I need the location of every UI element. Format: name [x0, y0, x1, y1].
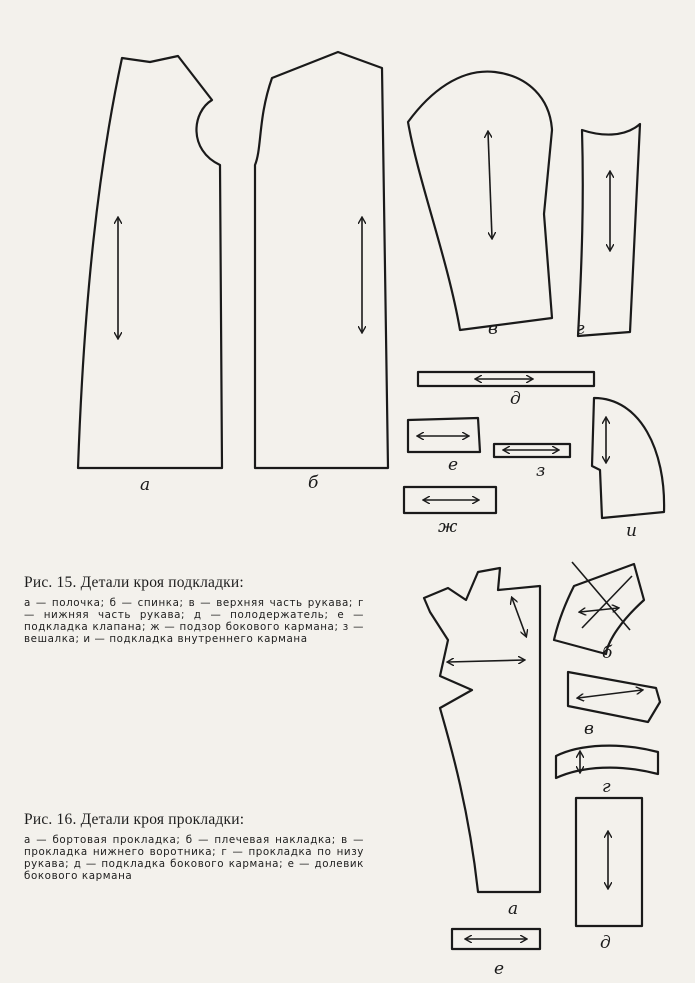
fig16-label-b: б [602, 643, 613, 663]
fig16-shoulder-pad [554, 562, 644, 654]
figure16-caption-title: Рис. 16. Детали кроя прокладки: [24, 811, 245, 828]
fig16-label-v: в [584, 719, 594, 739]
fig16-front-interlining [424, 568, 540, 892]
fig15-label-i: и [626, 521, 637, 541]
fig15-upper-sleeve [408, 72, 552, 330]
fig15-front-piece [78, 56, 222, 468]
fig16-pocket-lining [576, 798, 642, 926]
fig15-label-v: в [488, 319, 498, 339]
figure16-caption [24, 811, 364, 882]
fig15-loop-strip [494, 444, 570, 457]
fig15-pocket-facing [404, 487, 496, 513]
fig15-label-g: г [576, 319, 585, 339]
fig15-label-zh: ж [438, 517, 458, 537]
fig16-label-d: д [600, 933, 611, 953]
fig15-flap-lining [408, 418, 480, 452]
fig15-label-a: а [140, 475, 151, 495]
fig15-lower-sleeve [578, 124, 640, 336]
fig16-label-e: е [494, 959, 505, 979]
fig16-label-g: г [602, 777, 611, 797]
figure15-caption-title: Рис. 15. Детали кроя подкладки: [24, 574, 244, 591]
fig16-label-a: а [508, 899, 519, 919]
fig16-undercollar-interlining [568, 672, 660, 722]
fig16-sleeve-hem-strip [556, 746, 658, 778]
fig16-pocket-stay-strip [452, 929, 540, 949]
fig15-inner-pocket-lining [592, 398, 664, 518]
fig15-label-d: д [510, 389, 521, 409]
fig15-hanger-strip [418, 372, 594, 386]
figure15-caption-body: а — полочка; б — спинка; в — верхняя часть рукава; г — нижняя часть рукава; д — полодержатель; е — подкладка клапана; ж — подзор бокового кармана; з — вешалка; и — подкладка внутреннего кармана [24, 597, 364, 645]
figure16-caption-body: а — бортовая прокладка; б — плечевая накладка; в — прокладка нижнего воротника; г — прокладка по низу рукава; д — подкладка бокового кармана; е — долевик бокового кармана [24, 834, 364, 882]
figure15-caption [24, 574, 364, 645]
fig15-label-z: з [536, 461, 546, 481]
fig15-back-piece [255, 52, 388, 468]
fig15-label-e: е [448, 455, 459, 475]
fig15-label-b: б [308, 473, 319, 493]
